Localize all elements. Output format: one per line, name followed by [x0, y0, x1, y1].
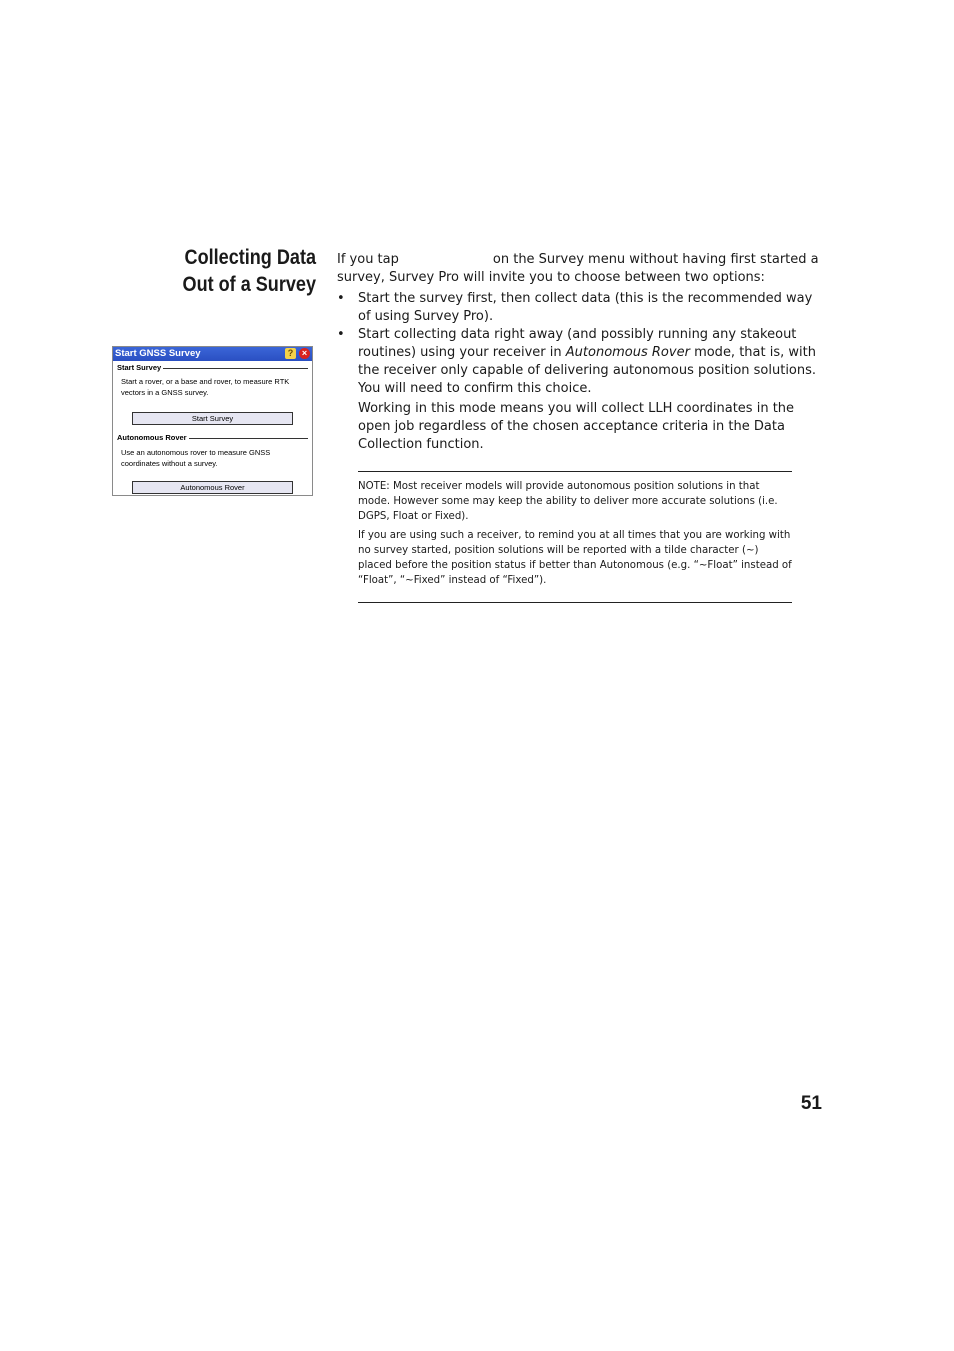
- mode-paragraph: Working in this mode means you will collect LLH coordinates in the open job regardless of the chosen acceptance criteria in the Data Collection function.: [358, 401, 795, 452]
- emphasis-term: Autonomous Rover: [565, 345, 690, 360]
- note-paragraph-2: If you are using such a receiver, to remind you at all times that you are working with no survey started, position solutions will be reported with a tilde character (~) placed before the position status if better than Autonomous (e.g. “~Float” instead of “Float”, “~Fixed” instead of “Fixed”).: [358, 530, 792, 586]
- note-paragraph-1: NOTE: Most receiver models will provide autonomous position solutions in that mode. However some may keep the ability to deliver more accurate solutions (i.e. DGPS, Float or Fixed).: [358, 481, 778, 522]
- start-survey-button[interactable]: Start Survey: [132, 412, 293, 425]
- start-gnss-survey-dialog: [112, 346, 313, 496]
- autonomous-rover-group-label: Autonomous Rover: [117, 433, 187, 442]
- dialog-title: Start GNSS Survey: [115, 348, 201, 359]
- bullet-mark: •: [337, 291, 345, 306]
- intro-after: on the Survey menu without having first started a survey, Survey Pro will invite you to choose between two options:: [337, 252, 819, 285]
- bullet-text: [358, 326, 821, 398]
- page-number: 51: [800, 1093, 822, 1114]
- bullet-text-after: mode, that is, with the receiver only capable of delivering autonomous position solutions. You will need to confirm this choice.: [358, 345, 817, 396]
- dialog-titlebar: [113, 347, 312, 361]
- autonomous-rover-description: Use an autonomous rover to measure GNSS coordinates without a survey.: [121, 448, 271, 468]
- help-icon[interactable]: ?: [285, 348, 296, 359]
- intro-before: If you tap: [337, 252, 399, 267]
- intro-paragraph: [337, 251, 821, 287]
- start-survey-description: Start a rover, or a base and rover, to measure RTK vectors in a GNSS survey.: [121, 377, 290, 397]
- heading-line-2: Out of a Survey: [182, 273, 316, 296]
- section-heading: [173, 244, 316, 298]
- heading-line-1: Collecting Data: [184, 246, 316, 269]
- note-bottom-rule: [358, 602, 792, 603]
- bullet-text: Start the survey first, then collect data (this is the recommended way of using Survey Pro).: [358, 291, 813, 324]
- bullet-mark: •: [337, 327, 345, 342]
- autonomous-rover-button[interactable]: Autonomous Rover: [132, 481, 293, 494]
- bullet-item: [337, 326, 821, 398]
- bullet-text-before: Start collecting data right away (and possibly running any stakeout routines) using your receiver in: [358, 327, 797, 360]
- bullet-item: [337, 290, 821, 326]
- start-survey-group-label: Start Survey: [117, 363, 162, 372]
- note-top-rule: [358, 471, 792, 472]
- close-icon[interactable]: ×: [299, 348, 310, 359]
